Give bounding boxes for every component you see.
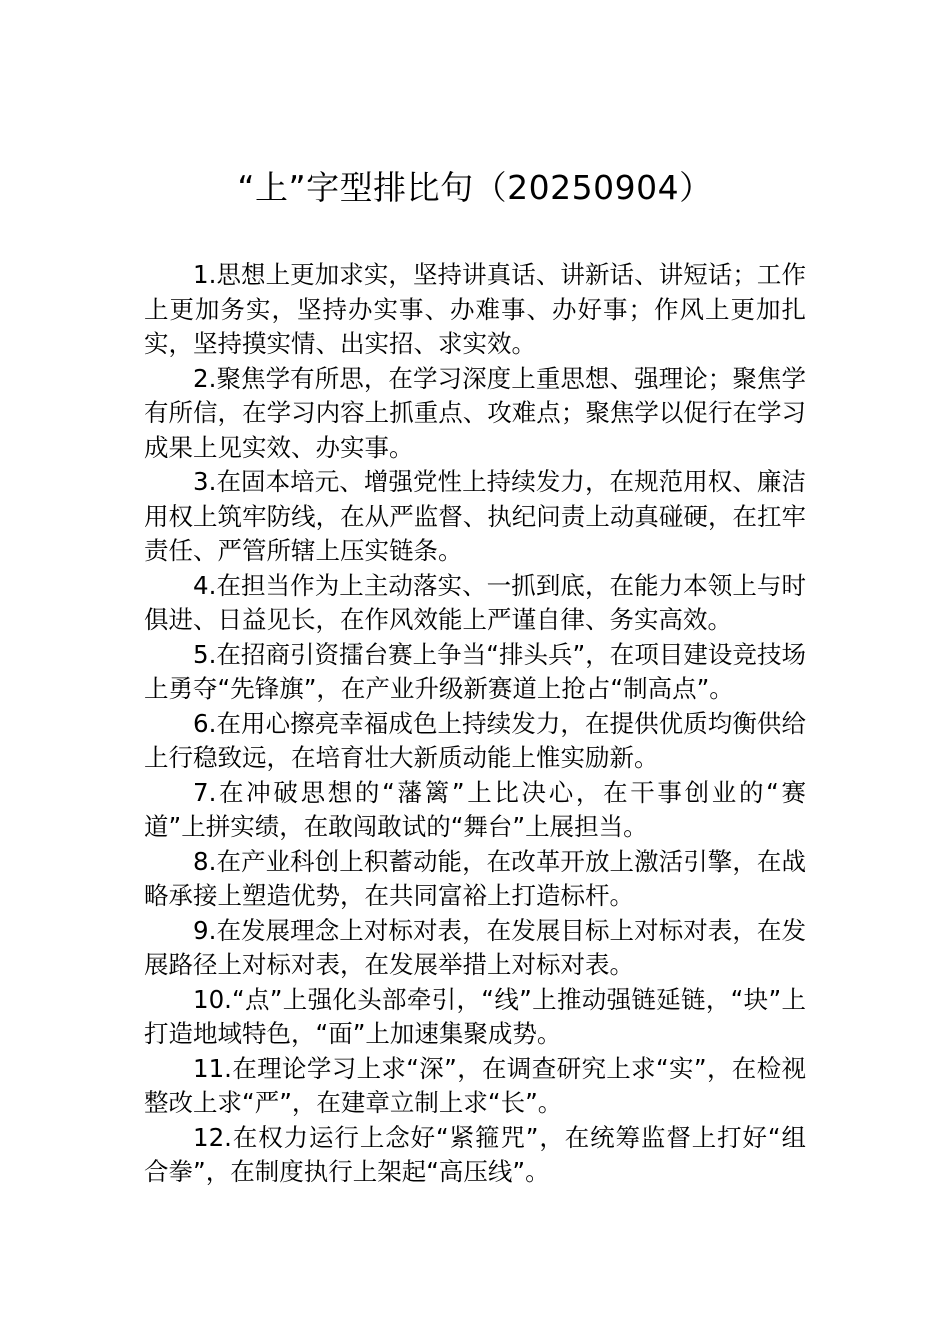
paragraph-4: 4.在担当作为上主动落实、一抓到底，在能力本领上与时俱进、日益见长，在作风效能上严谨自律、务实高效。 bbox=[144, 570, 806, 634]
paragraph-5: 5.在招商引资擂台赛上争当“排头兵”，在项目建设竞技场上勇夺“先锋旗”，在产业升级新赛道上抢占“制高点”。 bbox=[144, 639, 806, 703]
paragraph-2: 2.聚焦学有所思，在学习深度上重思想、强理论；聚焦学有所信，在学习内容上抓重点、攻难点；聚焦学以促行在学习成果上见实效、办实事。 bbox=[144, 363, 806, 462]
paragraph-7: 7.在冲破思想的“藩篱”上比决心，在干事创业的“赛道”上拼实绩，在敢闯敢试的“舞台”上展担当。 bbox=[144, 777, 806, 841]
paragraph-11: 11.在理论学习上求“深”，在调查研究上求“实”，在检视整改上求“严”，在建章立制上求“长”。 bbox=[144, 1053, 806, 1117]
document-body bbox=[144, 258, 806, 1190]
paragraph-6: 6.在用心擦亮幸福成色上持续发力，在提供优质均衡供给上行稳致远，在培育壮大新质动能上惟实励新。 bbox=[144, 708, 806, 772]
document-title: “上”字型排比句（20250904） bbox=[237, 168, 713, 207]
paragraph-10: 10.“点”上强化头部牵引，“线”上推动强链延链，“块”上打造地域特色，“面”上加速集聚成势。 bbox=[144, 984, 806, 1048]
paragraph-1: 1.思想上更加求实，坚持讲真话、讲新话、讲短话；工作上更加务实，坚持办实事、办难事、办好事；作风上更加扎实，坚持摸实情、出实招、求实效。 bbox=[144, 260, 806, 358]
paragraph-8: 8.在产业科创上积蓄动能，在改革开放上激活引擎，在战略承接上塑造优势，在共同富裕上打造标杆。 bbox=[144, 846, 806, 910]
paragraph-9: 9.在发展理念上对标对表，在发展目标上对标对表，在发展路径上对标对表，在发展举措上对标对表。 bbox=[144, 915, 806, 979]
paragraph-3: 3.在固本培元、增强党性上持续发力，在规范用权、廉洁用权上筑牢防线，在从严监督、执纪问责上动真碰硬，在扛牢责任、严管所辖上压实链条。 bbox=[144, 467, 806, 565]
paragraph-12: 12.在权力运行上念好“紧箍咒”，在统筹监督上打好“组合拳”，在制度执行上架起“高压线”。 bbox=[144, 1122, 806, 1186]
